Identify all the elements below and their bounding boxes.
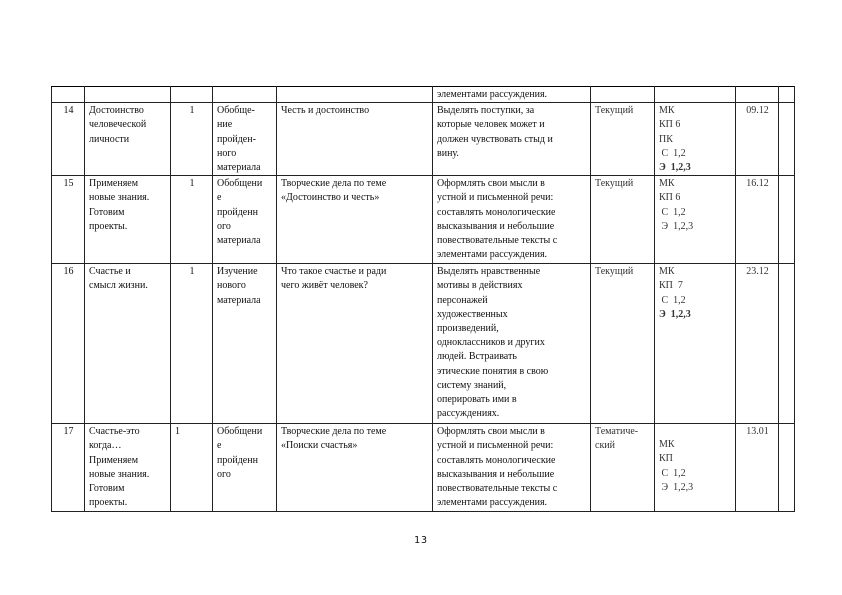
content-line: Творческие дела по теме bbox=[281, 178, 387, 190]
cell-extra bbox=[779, 87, 795, 103]
cell-extra bbox=[779, 103, 795, 176]
cell-date bbox=[736, 87, 779, 103]
control-line: ский bbox=[595, 440, 615, 452]
activities-line: художественных bbox=[437, 308, 508, 320]
lesson-topic bbox=[85, 264, 171, 424]
uud-line: Э 1,2,3 bbox=[659, 220, 694, 232]
lesson-type-line: Обобщени bbox=[217, 426, 263, 438]
uud-line: КП bbox=[659, 453, 673, 465]
activities-line: составлять монологические bbox=[437, 454, 556, 466]
lesson-date: 23.12 bbox=[736, 264, 779, 424]
content-line: Что такое счастье и ради bbox=[281, 266, 387, 278]
activities-line: элементами рассуждения. bbox=[437, 497, 548, 509]
lesson-type-line: материала bbox=[217, 235, 261, 247]
lesson-content bbox=[277, 176, 433, 264]
lesson-type-line: Обобщени bbox=[217, 178, 263, 190]
uud-line: С 1,2 bbox=[659, 294, 686, 306]
lesson-hours: 1 bbox=[171, 176, 213, 264]
lesson-type bbox=[213, 103, 277, 176]
activities-line: персонажей bbox=[437, 294, 488, 306]
page-number: 13 bbox=[413, 535, 429, 546]
table-row bbox=[52, 176, 795, 264]
lesson-type-line: Обобще- bbox=[217, 105, 255, 117]
uud-line: КП 6 bbox=[659, 119, 681, 131]
topic-line: проекты. bbox=[89, 497, 128, 509]
activities-line: элементами рассуждения. bbox=[437, 249, 548, 261]
control-line: Тематиче- bbox=[595, 426, 639, 438]
activities-line: должен чувствовать стыд и bbox=[437, 133, 553, 145]
topic-line: личности bbox=[89, 133, 130, 145]
activities-line: которые человек может и bbox=[437, 119, 545, 131]
cell-control bbox=[591, 87, 655, 103]
uud-line: КП 6 bbox=[659, 192, 681, 204]
content-line: «Достоинство и честь» bbox=[281, 192, 380, 204]
lesson-uud bbox=[655, 176, 736, 264]
cell-hours bbox=[171, 87, 213, 103]
lesson-hours: 1 bbox=[171, 424, 213, 512]
content-line: чего живёт человек? bbox=[281, 280, 368, 292]
lesson-type-line: пройден- bbox=[217, 133, 256, 145]
activities-line: повествовательные тексты с bbox=[437, 235, 558, 247]
activities-line: высказывания и небольшие bbox=[437, 468, 555, 480]
lesson-number: 15 bbox=[52, 176, 85, 264]
lesson-content: Честь и достоинство bbox=[277, 103, 433, 176]
lesson-type-line: ого bbox=[217, 468, 231, 480]
content-line: Творческие дела по теме bbox=[281, 426, 387, 438]
lesson-hours: 1 bbox=[171, 264, 213, 424]
lesson-type-line: нового bbox=[217, 280, 246, 292]
table-row bbox=[52, 103, 795, 176]
activities-line: Выделять нравственные bbox=[437, 266, 541, 278]
lesson-topic bbox=[85, 103, 171, 176]
activities-line: Выделять поступки, за bbox=[437, 105, 535, 117]
lesson-type-line: е bbox=[217, 192, 222, 204]
table-row bbox=[52, 424, 795, 512]
lesson-control: Текущий bbox=[591, 264, 655, 424]
topic-line: Готовим bbox=[89, 206, 125, 218]
activities-line: одноклассников и других bbox=[437, 337, 545, 349]
uud-line: Э 1,2,3 bbox=[659, 162, 691, 174]
lesson-type-line: ние bbox=[217, 119, 233, 131]
content-line: «Поиски счастья» bbox=[281, 440, 358, 452]
uud-line: КП 7 bbox=[659, 280, 683, 292]
lesson-date: 13.01 bbox=[736, 424, 779, 512]
activities-text: элементами рассуждения. bbox=[437, 89, 548, 100]
lesson-content bbox=[277, 424, 433, 512]
activities-line: устной и письменной речи: bbox=[437, 192, 554, 204]
lesson-topic bbox=[85, 424, 171, 512]
lesson-control: Текущий bbox=[591, 176, 655, 264]
uud-line: С 1,2 bbox=[659, 467, 686, 479]
cell-lesson-type bbox=[213, 87, 277, 103]
topic-line: Применяем bbox=[89, 178, 139, 190]
lesson-hours: 1 bbox=[171, 103, 213, 176]
activities-line: повествовательные тексты с bbox=[437, 483, 558, 495]
lesson-topic bbox=[85, 176, 171, 264]
cell-num bbox=[52, 87, 85, 103]
activities-line: людей. Встраивать bbox=[437, 351, 517, 363]
topic-line: новые знания. bbox=[89, 192, 150, 204]
lesson-uud bbox=[655, 424, 736, 512]
lesson-type-line: материала bbox=[217, 294, 261, 306]
lesson-type-line: материала bbox=[217, 162, 261, 174]
activities-line: устной и письменной речи: bbox=[437, 440, 554, 452]
cell-activities bbox=[433, 87, 591, 103]
cell-uud bbox=[655, 87, 736, 103]
lesson-type-line: е bbox=[217, 440, 222, 452]
lesson-plan-table bbox=[51, 86, 795, 512]
uud-line: МК bbox=[659, 178, 675, 190]
uud-line: МК bbox=[659, 439, 675, 451]
uud-line: МК bbox=[659, 105, 675, 117]
topic-line: Применяем bbox=[89, 454, 139, 466]
lesson-activities bbox=[433, 176, 591, 264]
lesson-type-line: Изучение bbox=[217, 266, 258, 278]
activities-line: систему знаний, bbox=[437, 379, 507, 391]
activities-line: произведений, bbox=[437, 323, 499, 335]
lesson-type-line: ого bbox=[217, 220, 231, 232]
topic-line: когда… bbox=[89, 440, 122, 452]
activities-line: этические понятия в свою bbox=[437, 365, 549, 377]
table-row bbox=[52, 264, 795, 424]
cell-extra bbox=[779, 264, 795, 424]
cell-extra bbox=[779, 424, 795, 512]
lesson-type bbox=[213, 264, 277, 424]
topic-line: смысл жизни. bbox=[89, 280, 148, 292]
uud-line: С 1,2 bbox=[659, 206, 686, 218]
topic-line: Достоинство bbox=[89, 105, 144, 117]
activities-line: Оформлять свои мысли в bbox=[437, 426, 545, 438]
topic-line: Счастье-это bbox=[89, 426, 140, 438]
lesson-control: Текущий bbox=[591, 103, 655, 176]
lesson-control bbox=[591, 424, 655, 512]
table-row-continuation bbox=[52, 87, 795, 103]
lesson-activities bbox=[433, 264, 591, 424]
lesson-type-line: ного bbox=[217, 147, 237, 159]
uud-line: С 1,2 bbox=[659, 147, 686, 159]
lesson-number: 16 bbox=[52, 264, 85, 424]
lesson-uud bbox=[655, 264, 736, 424]
topic-line: проекты. bbox=[89, 220, 128, 232]
lesson-type-line: пройденн bbox=[217, 206, 258, 218]
uud-line: Э 1,2,3 bbox=[659, 308, 691, 320]
uud-line: Э 1,2,3 bbox=[659, 481, 694, 493]
activities-line: мотивы в действиях bbox=[437, 280, 523, 292]
lesson-type bbox=[213, 424, 277, 512]
topic-line: Готовим bbox=[89, 483, 125, 495]
lesson-content bbox=[277, 264, 433, 424]
lesson-activities bbox=[433, 424, 591, 512]
activities-line: высказывания и небольшие bbox=[437, 220, 555, 232]
cell-topic bbox=[85, 87, 171, 103]
activities-line: Оформлять свои мысли в bbox=[437, 178, 545, 190]
activities-line: рассуждениях. bbox=[437, 408, 500, 420]
topic-line: новые знания. bbox=[89, 468, 150, 480]
activities-line: составлять монологические bbox=[437, 206, 556, 218]
uud-line: ПК bbox=[659, 133, 673, 145]
topic-line: человеческой bbox=[89, 119, 147, 131]
lesson-date: 16.12 bbox=[736, 176, 779, 264]
lesson-type bbox=[213, 176, 277, 264]
cell-content bbox=[277, 87, 433, 103]
cell-extra bbox=[779, 176, 795, 264]
activities-line: вину. bbox=[437, 147, 459, 159]
uud-line: МК bbox=[659, 266, 675, 278]
lesson-activities bbox=[433, 103, 591, 176]
lesson-number: 14 bbox=[52, 103, 85, 176]
topic-line: Счастье и bbox=[89, 266, 131, 278]
lesson-uud bbox=[655, 103, 736, 176]
lesson-type-line: пройденн bbox=[217, 454, 258, 466]
lesson-number: 17 bbox=[52, 424, 85, 512]
lesson-date: 09.12 bbox=[736, 103, 779, 176]
activities-line: оперировать ими в bbox=[437, 394, 517, 406]
